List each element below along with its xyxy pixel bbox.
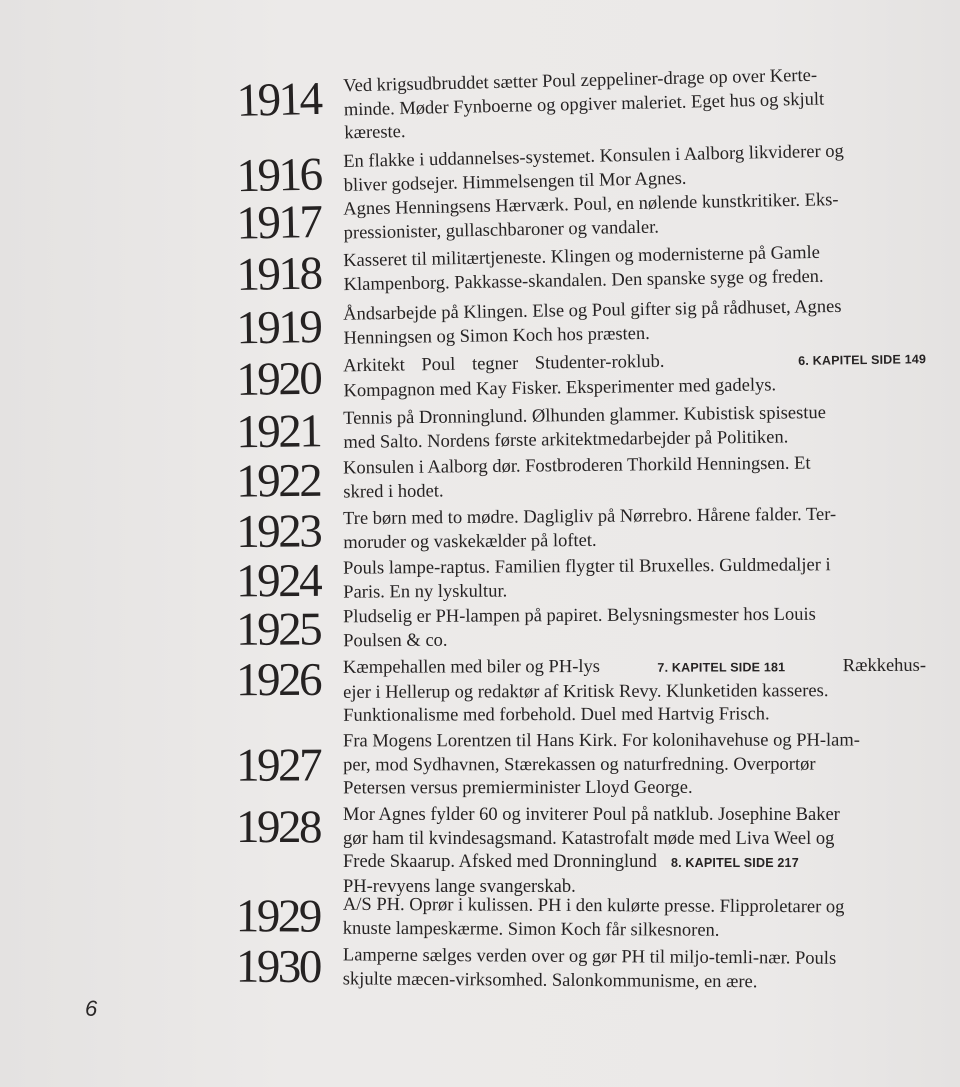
timeline-entry-1914 [236, 62, 926, 144]
year-label: 1922 [235, 454, 321, 508]
year-label: 1920 [235, 352, 321, 406]
timeline-entry-1918 [236, 240, 926, 302]
timeline-entry-1916 [236, 139, 926, 203]
entry-text: Konsulen i Aalborg dør. Fostbroderen Thorkild Henningsen. Et skred i hodet. [343, 453, 811, 502]
timeline-entry-1923 [235, 503, 926, 559]
timeline-entry-1926 [235, 653, 927, 726]
entry-text: Tre børn med to mødre. Dagligliv på Nørrebro. Hårene falder. Ter- moruder og vaskekælder på loftet. [343, 504, 837, 553]
entry-text: Arkitekt Poul tegner Studenter-roklub. 6. KAPITEL SIDE 149 Kompagnon med Kay Fisker. Eksperimenter med gadelys. [343, 347, 927, 403]
year-label: 1923 [235, 505, 321, 559]
entry-text: Pouls lampe-raptus. Familien flygter til Bruxelles. Guldmedaljer i Paris. En ny lyskultur. [343, 555, 831, 603]
year-label: 1927 [236, 739, 321, 792]
timeline-entry-1925 [235, 603, 926, 656]
year-label: 1919 [235, 301, 321, 355]
entry-text: Åndsarbejde på Klingen. Else og Poul gifter sig på rådhuset, Agnes Henningsen og Simon Koch hos præsten. [343, 296, 842, 349]
entry-text: A/S PH. Oprør i kulissen. PH i den kulørte presse. Flipproletarer og knuste lampeskærme. Simon Koch får silkesnoren. [342, 894, 845, 941]
entry-text: Agnes Henningsens Hærværk. Poul, en nølende kunstkritiker. Eks- pressionister, gullaschbaroner og vandaler. [343, 190, 839, 244]
year-label: 1924 [235, 554, 321, 608]
year-label: 1930 [235, 940, 321, 994]
entry-text: Fra Mogens Lorentzen til Hans Kirk. For kolonihavehuse og PH-lam- per, mod Sydhavnen, Stærekassen og naturfredning. Overportør Petersen versus premierminister Lloyd George. [343, 730, 860, 799]
entry-text: En flakke i uddannelses-systemet. Konsulen i Aalborg likviderer og bliver godsejer. Himmelsengen til Mor Agnes. [343, 141, 844, 196]
year-label: 1916 [236, 148, 322, 203]
chapter-reference: 6. KAPITEL SIDE 149 [798, 352, 927, 368]
chapter-reference: 7. KAPITEL SIDE 181 [657, 660, 786, 675]
entry-text: Mor Agnes fylder 60 og inviterer Poul på natklub. Josephine Baker gør ham til kvindesagsmand. Katastrofalt møde med Liva Weel og Frede Skaarup. Afsked med Dronninglund 8. KAPITEL SIDE 217 PH-revyens lange svangerskab. [343, 805, 840, 897]
timeline-entry-1919 [235, 295, 926, 355]
timeline-entry-1930 [235, 940, 926, 994]
entry-text: Kasseret til militærtjeneste. Klingen og modernisterne på Gamle Klampenborg. Pakkasse-skandalen. Den spanske syge og freden. [343, 242, 824, 295]
timeline-entry-1920 [235, 347, 927, 406]
entry-text: Tennis på Dronninglund. Ølhunden glammer. Kubistisk spisestue med Salto. Nordens første arkitektmedarbejder på Politiken. [343, 403, 826, 453]
timeline-entry-1927 [236, 729, 926, 799]
entry-text: Lamperne sælges verden over og gør PH til miljo-temli-nær. Pouls skjulte mæcen-virksomhed. Salonkommunisme, en ære. [342, 945, 837, 992]
entry-text: Pludselig er PH-lampen på papiret. Belysningsmester hos Louis Poulsen & co. [343, 604, 816, 651]
chapter-reference: 8. KAPITEL SIDE 217 [670, 856, 799, 870]
year-label: 1921 [235, 405, 321, 459]
year-label: 1926 [235, 653, 321, 707]
year-label: 1917 [236, 196, 321, 250]
year-label: 1914 [236, 72, 322, 127]
entry-text: Kæmpehallen med biler og PH-lys 7. KAPITEL SIDE 181 Rækkehus- ejer i Hellerup og redaktør af Kritisk Revy. Klunketiden kasseres. Funktionalisme med forbehold. Duel med Hartvig Frisch. [343, 655, 927, 726]
year-label: 1929 [235, 890, 321, 943]
year-label: 1925 [235, 603, 321, 656]
timeline-entry-1921 [235, 401, 926, 459]
year-label: 1928 [236, 801, 320, 853]
page-number: 6 [85, 996, 98, 1021]
timeline-entry-1922 [235, 451, 926, 508]
timeline-entry-1924 [235, 554, 926, 608]
year-label: 1918 [236, 247, 321, 302]
entry-text: Ved krigsudbruddet sætter Poul zeppeliner-drage op over Kerte- minde. Møder Fynboerne og opgiver maleriet. Eget hus og skjult kæreste. [343, 65, 825, 144]
